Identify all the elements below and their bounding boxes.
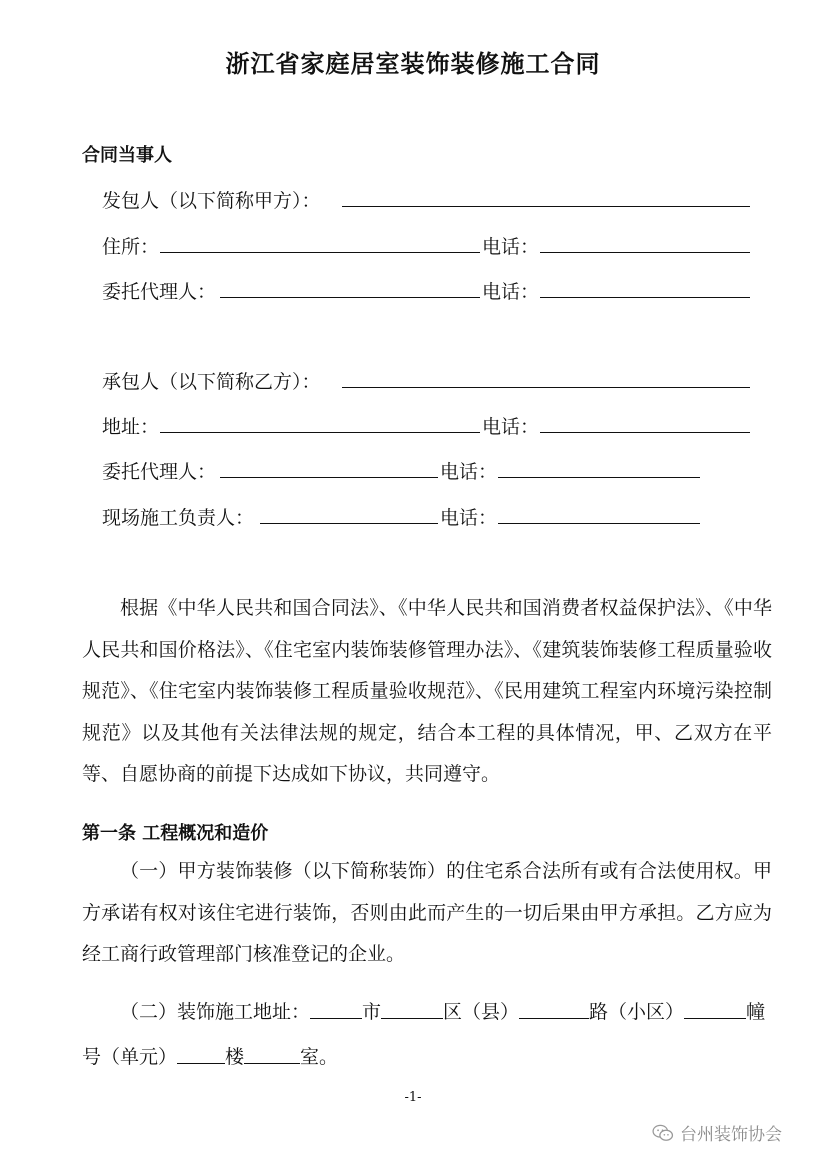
road-label: 路（小区） xyxy=(589,1001,685,1023)
party-b-address-label: 地址： xyxy=(102,416,160,438)
party-b-agent-label: 委托代理人： xyxy=(102,461,217,483)
party-a-name-field[interactable] xyxy=(342,206,750,207)
article-1-clause-1: （一）甲方装饰装修（以下简称装饰）的住宅系合法所有或有合法使用权。甲方承诺有权对该住宅进行装饰，否则由此而产生的一切后果由甲方承担。乙方应为经工商行政管理部门核准登记的企业。 xyxy=(82,860,772,966)
party-a-address-label: 住所： xyxy=(102,236,160,258)
party-a-agent-phone-field[interactable] xyxy=(540,297,750,298)
preamble-paragraph: 根据《中华人民共和国合同法》、《中华人民共和国消费者权益保护法》、《中华人民共和国价格法》、《住宅室内装饰装修管理办法》、《建筑装饰装修工程质量验收规范》、《住宅室内装饰装修工程质量验收规范》、《民用建筑工程室内环境污染控制规范》以及其他有关法律法规的规定，结合本工程的具体情况，甲、乙双方在平等、自愿协商的前提下达成如下协议，共同遵守。 xyxy=(82,597,772,786)
district-label: 区（县） xyxy=(443,1001,520,1023)
party-a-phone-field[interactable] xyxy=(540,252,750,253)
document-title: 浙江省家庭居室装饰装修施工合同 xyxy=(225,50,601,78)
district-field[interactable] xyxy=(381,1000,443,1019)
page-number: -1- xyxy=(404,1090,422,1105)
site-manager-field[interactable] xyxy=(260,523,438,524)
party-b-agent-phone-label: 电话： xyxy=(440,461,498,483)
party-b-phone-field[interactable] xyxy=(540,432,750,433)
wechat-icon xyxy=(652,1124,674,1142)
article-1-clause-2-line-1 xyxy=(120,997,765,1024)
watermark-text: 台州装饰协会 xyxy=(680,1125,782,1145)
site-manager-phone-field[interactable] xyxy=(498,523,700,524)
party-a-agent-field[interactable] xyxy=(220,297,480,298)
party-b-label: 承包人（以下简称乙方）： xyxy=(102,371,321,393)
unit-label: 号（单元） xyxy=(82,1046,178,1068)
party-a-agent-phone-label: 电话： xyxy=(482,281,540,303)
floor-label: 楼 xyxy=(225,1046,245,1068)
party-b-address-field[interactable] xyxy=(160,432,480,433)
watermark xyxy=(652,1120,782,1145)
city-field[interactable] xyxy=(310,1000,362,1019)
party-b-phone-label: 电话： xyxy=(482,416,540,438)
article-1-clause-2-line-2 xyxy=(82,1042,338,1069)
party-b-agent-phone-field[interactable] xyxy=(498,477,700,478)
room-field[interactable] xyxy=(244,1045,300,1064)
room-label: 室。 xyxy=(300,1046,339,1068)
site-manager-phone-label: 电话： xyxy=(440,507,498,529)
city-label: 市 xyxy=(362,1001,382,1023)
road-field[interactable] xyxy=(519,1000,589,1019)
building-label: 幢 xyxy=(746,1001,766,1023)
unit-field[interactable] xyxy=(177,1045,225,1064)
party-b-name-field[interactable] xyxy=(342,387,750,388)
site-manager-label: 现场施工负责人： xyxy=(102,507,255,529)
clause-2-prefix: （二）装饰施工地址： xyxy=(120,1001,311,1023)
party-a-label: 发包人（以下简称甲方）： xyxy=(102,190,321,212)
party-a-agent-label: 委托代理人： xyxy=(102,281,217,303)
parties-heading: 合同当事人 xyxy=(82,145,172,166)
party-a-address-field[interactable] xyxy=(160,252,480,253)
party-b-agent-field[interactable] xyxy=(220,477,438,478)
party-a-phone-label: 电话： xyxy=(482,236,540,258)
article-1-heading: 第一条 工程概况和造价 xyxy=(82,823,269,844)
building-field[interactable] xyxy=(684,1000,746,1019)
